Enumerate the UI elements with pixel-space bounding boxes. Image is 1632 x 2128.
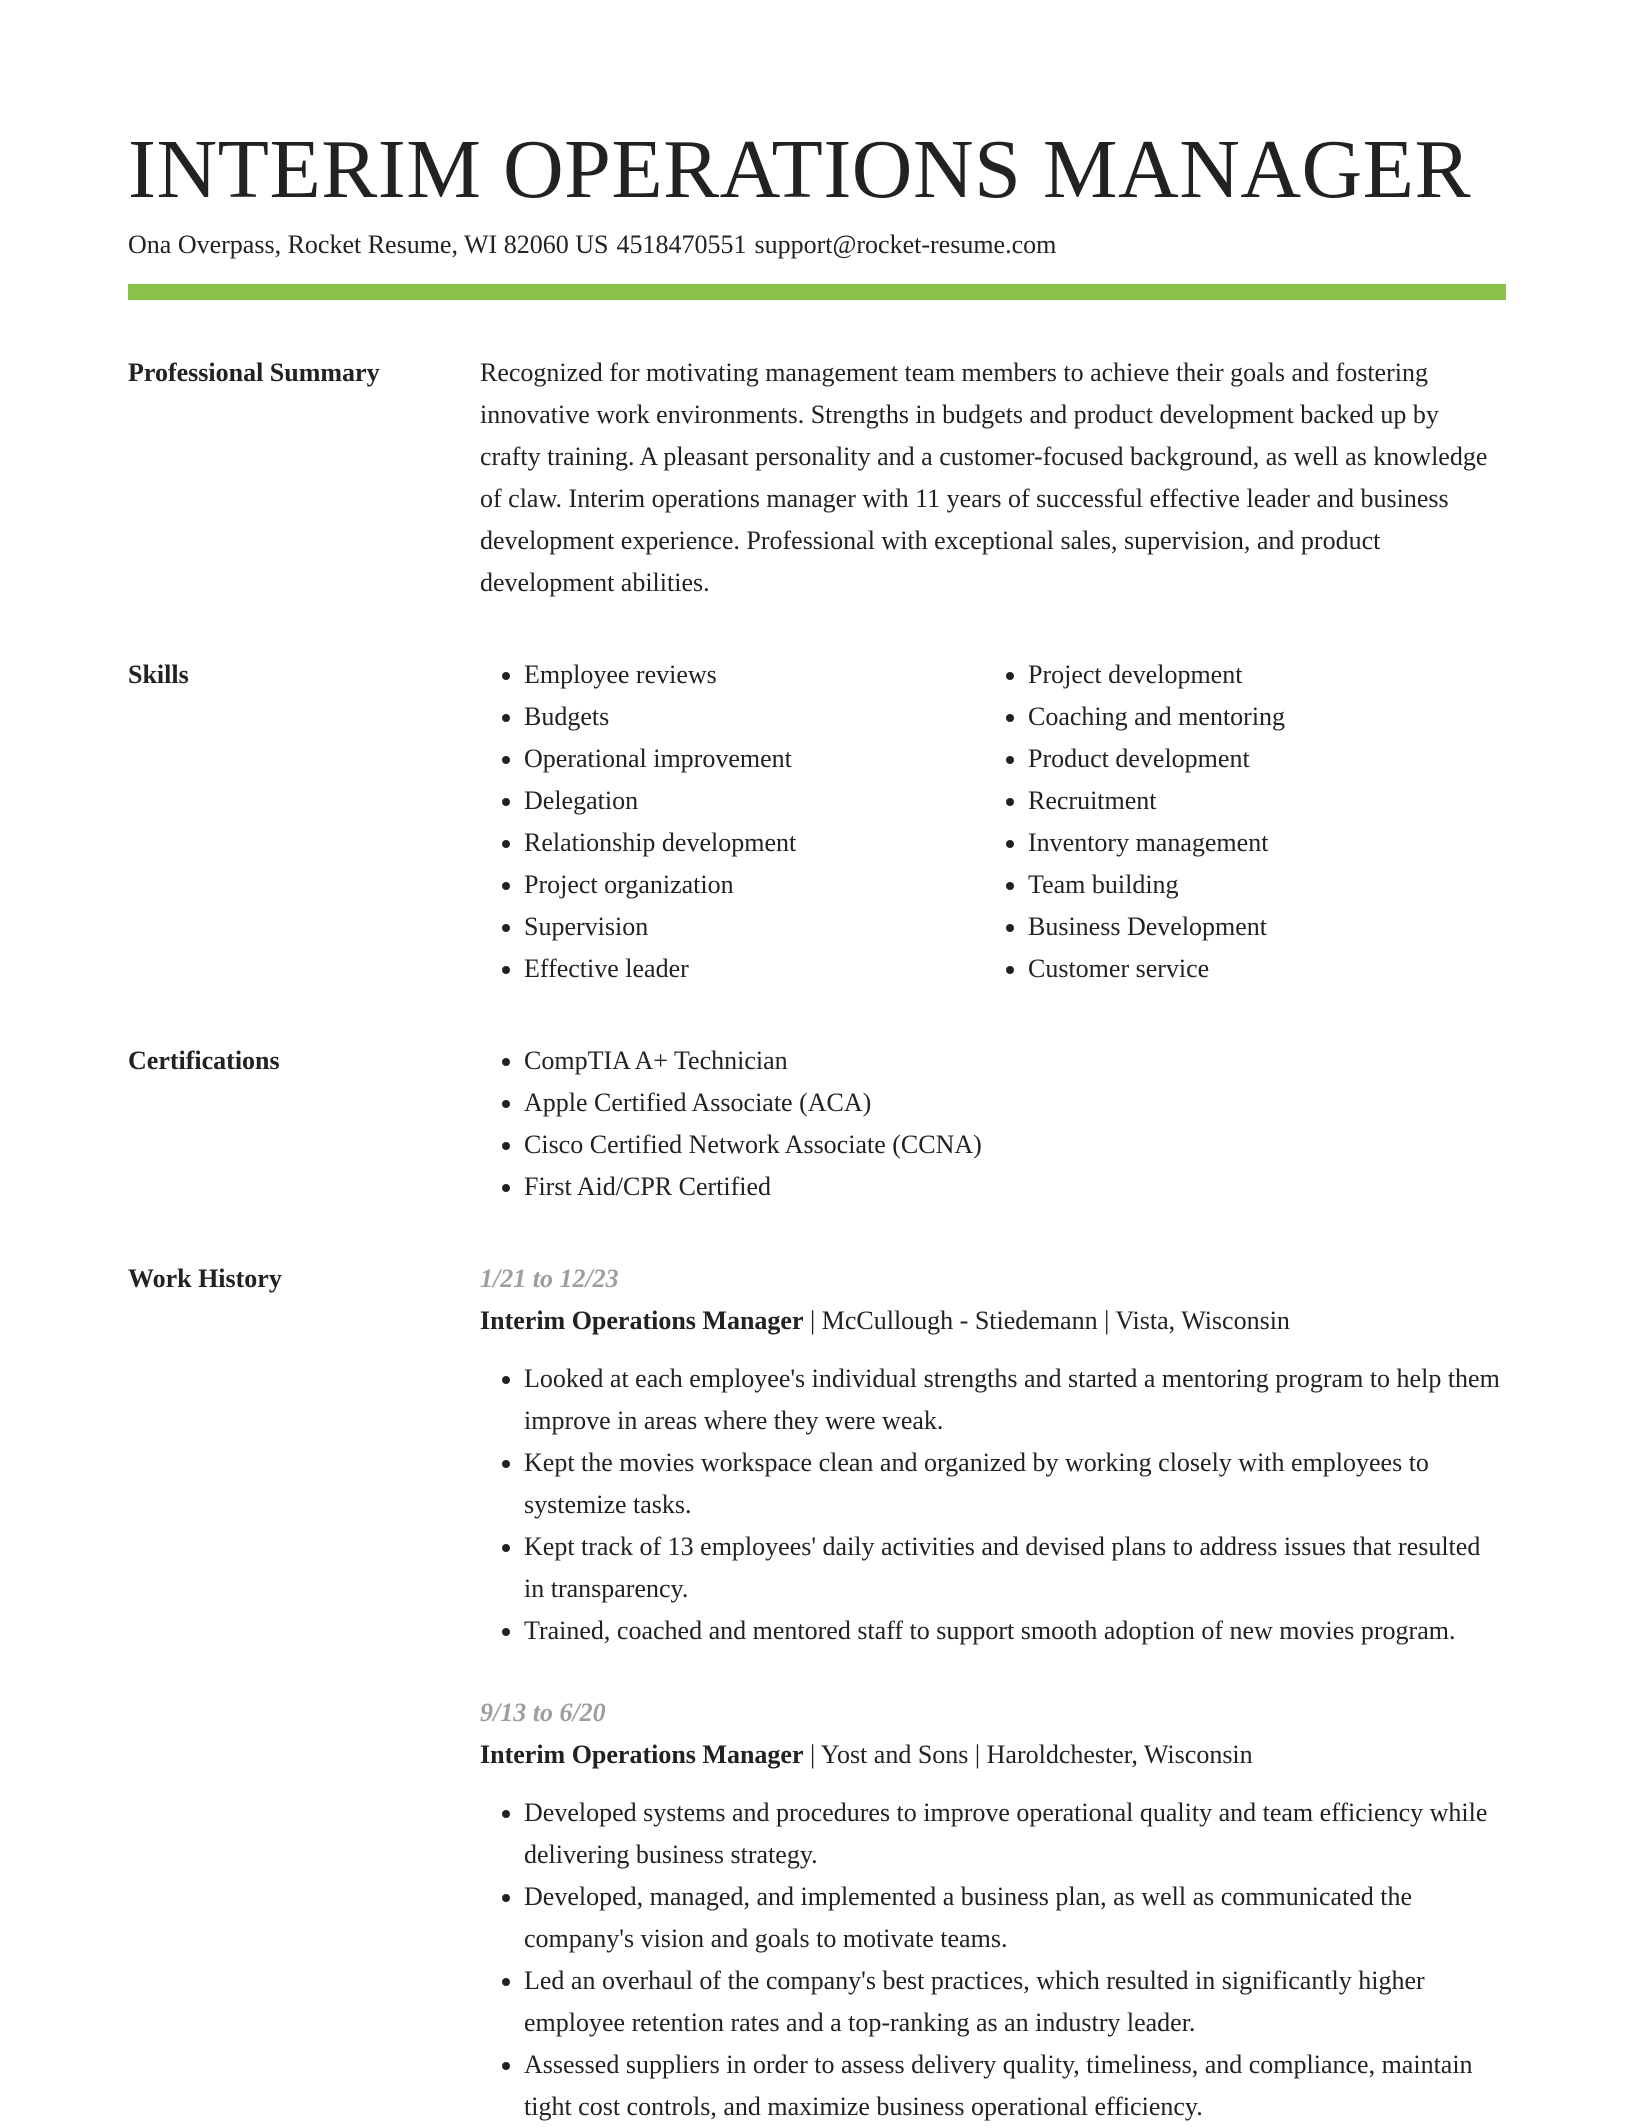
job-dates: 9/13 to 6/20 [480,1698,606,1727]
job-bullet: • Kept the movies workspace clean and organized by working closely with employees to systemize tasks. [524,1442,1506,1526]
contact-address: Ona Overpass, Rocket Resume, WI 82060 US [128,230,609,259]
contact-line [128,228,1506,262]
skill-item: • Coaching and mentoring [1028,696,1488,738]
job-bullets [480,1358,1506,1652]
job-bullets [480,1792,1506,2128]
skill-item: • Supervision [524,906,984,948]
summary-label: Professional Summary [128,358,380,387]
contact-email: support@rocket-resume.com [754,230,1057,259]
job-separator: | [1104,1306,1116,1335]
certifications-label: Certifications [128,1046,280,1075]
work-history-section [128,1258,1506,2128]
contact-phone: 4518470551 [616,230,747,259]
summary-body [480,352,1506,604]
job-bullet: • Looked at each employee's individual strengths and started a mentoring program to help them improve in areas where they were weak. [524,1358,1506,1442]
work-history-body [480,1258,1506,2128]
job-separator: | [974,1740,987,1769]
job-location: Vista, Wisconsin [1115,1306,1290,1335]
work-history-label: Work History [128,1264,282,1293]
job-separator: | [810,1740,821,1769]
skills-grid [480,654,1506,990]
job-entry [480,1258,1506,1652]
job-bullet: • Assessed suppliers in order to assess delivery quality, timeliness, and compliance, maintain tight cost controls, and maximize business operational efficiency. [524,2044,1506,2128]
job-entry [480,1692,1506,2128]
skills-section [128,654,1506,990]
skill-item: • Project development [1028,654,1488,696]
skill-item: • Relationship development [524,822,984,864]
certification-item: • Apple Certified Associate (ACA) [524,1082,1506,1124]
job-heading [480,1734,1506,1776]
skill-item: • Product development [1028,738,1488,780]
resume-page [128,0,1506,2128]
skill-item: • Effective leader [524,948,984,990]
skill-item: • Employee reviews [524,654,984,696]
job-title: Interim Operations Manager [480,1740,804,1769]
job-location: Haroldchester, Wisconsin [986,1740,1253,1769]
certification-item: • Cisco Certified Network Associate (CCNA) [524,1124,1506,1166]
certifications-body [480,1040,1506,1208]
job-title: Interim Operations Manager [480,1306,804,1335]
skill-item: • Operational improvement [524,738,984,780]
skills-body [480,654,1506,990]
skill-item: • Team building [1028,864,1488,906]
certifications-section [128,1040,1506,1208]
skill-item: • Recruitment [1028,780,1488,822]
skill-item: • Delegation [524,780,984,822]
certification-item: • First Aid/CPR Certified [524,1166,1506,1208]
job-heading [480,1300,1506,1342]
skill-item: • Inventory management [1028,822,1488,864]
skill-item: • Project organization [524,864,984,906]
skill-item: • Budgets [524,696,984,738]
job-dates: 1/21 to 12/23 [480,1264,619,1293]
certification-item: • CompTIA A+ Technician [524,1040,1506,1082]
summary-text: Recognized for motivating management team members to achieve their goals and fostering innovative work environments. Strengths in budgets and product development backed up by crafty training. A pleasant personality and a customer-focused background, as well as knowledge of claw. Interim operations manager with 11 years of successful effective leader and business development experience. Professional with exceptional sales, supervision, and product development abilities. [480,358,1488,597]
job-separator: | [810,1306,822,1335]
certifications-list [480,1040,1506,1208]
skills-list-left [480,654,984,990]
skills-list-right [984,654,1488,990]
job-bullet: • Led an overhaul of the company's best practices, which resulted in significantly higher employee retention rates and a top-ranking as an industry leader. [524,1960,1506,2044]
skill-item: • Business Development [1028,906,1488,948]
job-company: McCullough - Stiedemann [821,1306,1098,1335]
job-bullet: • Developed, managed, and implemented a business plan, as well as communicated the company's vision and goals to motivate teams. [524,1876,1506,1960]
skills-label: Skills [128,660,189,689]
job-bullet: • Trained, coached and mentored staff to support smooth adoption of new movies program. [524,1610,1506,1652]
job-bullet: • Kept track of 13 employees' daily activities and devised plans to address issues that resulted in transparency. [524,1526,1506,1610]
skill-item: • Customer service [1028,948,1488,990]
job-bullet: • Developed systems and procedures to improve operational quality and team efficiency while delivering business strategy. [524,1792,1506,1876]
accent-divider [128,284,1506,300]
resume-name-heading: INTERIM OPERATIONS MANAGER [128,123,1472,216]
job-company: Yost and Sons [820,1740,969,1769]
summary-section [128,352,1506,604]
